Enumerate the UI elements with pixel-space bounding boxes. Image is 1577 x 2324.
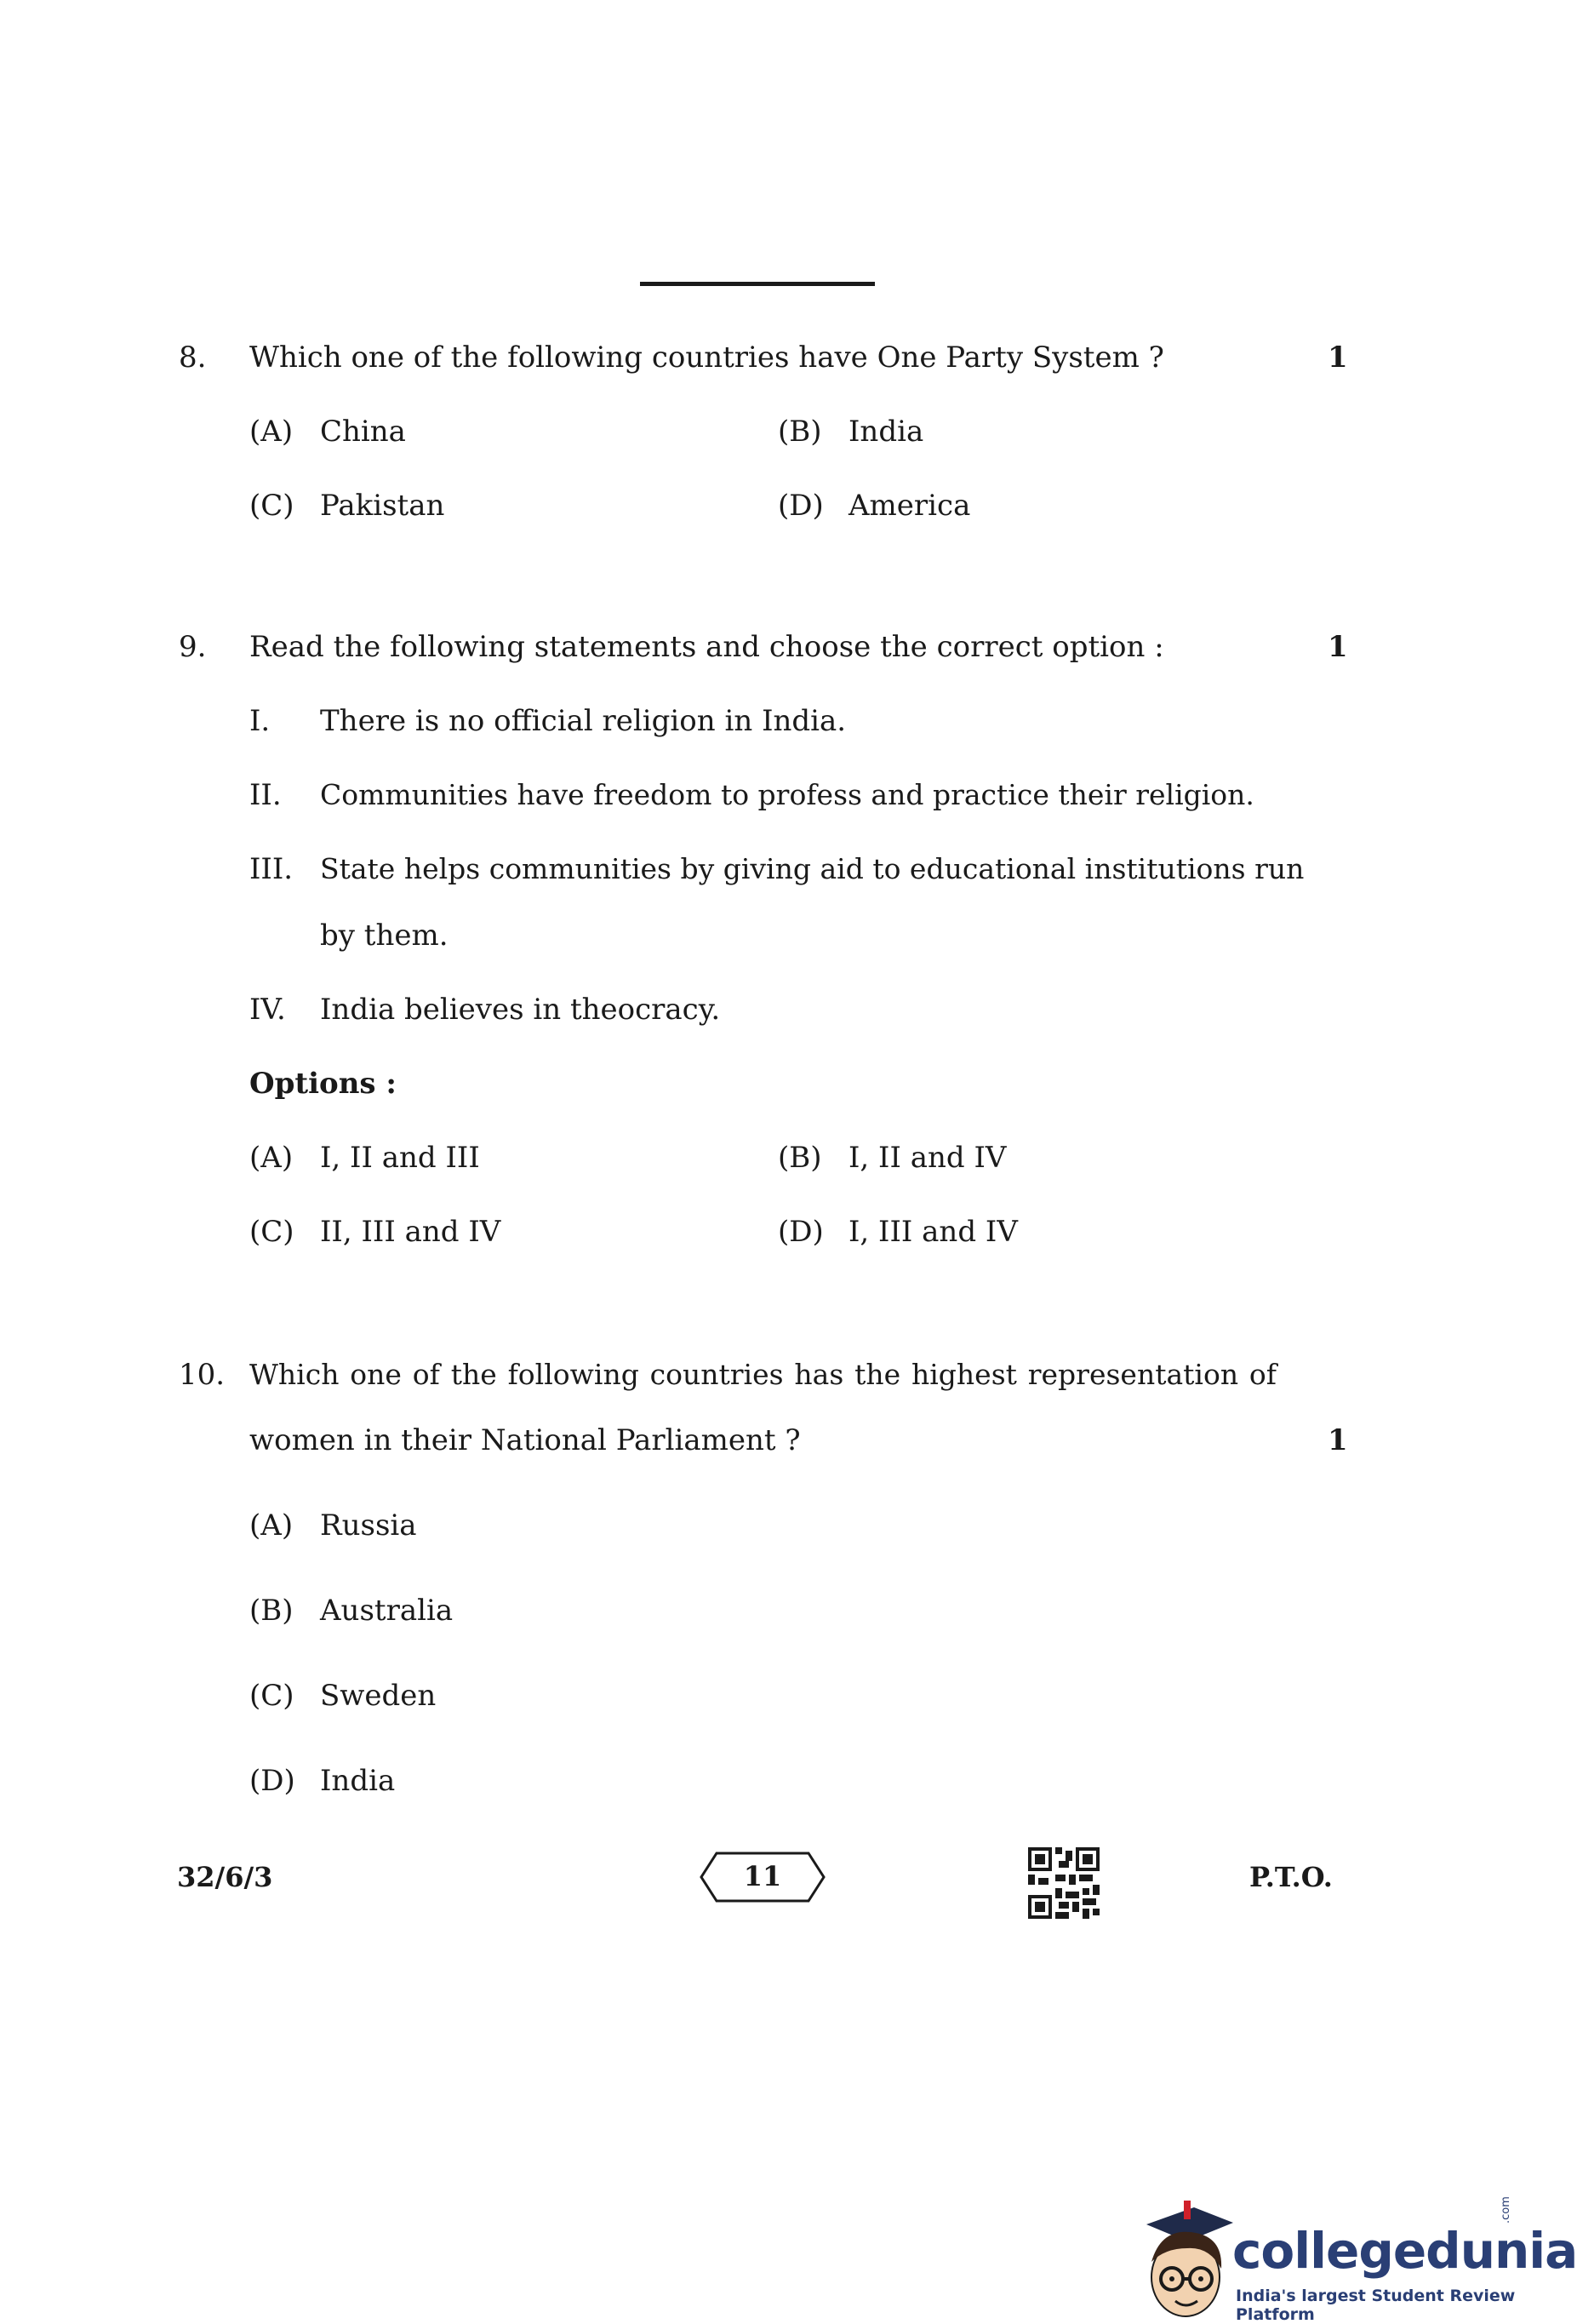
option-text: Australia	[320, 1594, 454, 1628]
option-label: (B)	[778, 415, 822, 449]
question-marks: 1	[1328, 1423, 1348, 1457]
question-number: 10.	[179, 1358, 226, 1392]
brand-domain: .com	[1500, 2196, 1512, 2224]
option-label: (D)	[778, 489, 824, 523]
statement-text: There is no official religion in India.	[320, 704, 847, 738]
question-text: Which one of the following countries have One Party System ?	[249, 341, 1164, 375]
option-text: America	[848, 489, 971, 523]
question-marks: 1	[1328, 341, 1348, 375]
option-label: (A)	[249, 1508, 294, 1543]
statement-label: III.	[249, 852, 294, 886]
option-text: India	[848, 415, 924, 449]
option-text: II, III and IV	[320, 1215, 501, 1249]
option-text: China	[320, 415, 406, 449]
options-heading: Options :	[249, 1067, 397, 1101]
option-label: (C)	[249, 1215, 294, 1249]
option-label: (C)	[249, 1679, 294, 1713]
option-label: (B)	[778, 1141, 822, 1175]
statement-label: I.	[249, 704, 271, 738]
option-text: Pakistan	[320, 489, 445, 523]
page-number: 11	[743, 1860, 782, 1892]
qr-code-icon	[1028, 1847, 1100, 1919]
statement-text: India believes in theocracy.	[320, 993, 721, 1027]
statement-text-line1: State helps communities by giving aid to educational institutions run	[320, 852, 1305, 885]
option-text: Russia	[320, 1508, 417, 1543]
option-label: (D)	[249, 1764, 295, 1798]
option-text: India	[320, 1764, 396, 1798]
option-label: (C)	[249, 489, 294, 523]
question-number: 9.	[179, 630, 207, 664]
brand-tagline: India's largest Student Review Platform	[1236, 2287, 1516, 2324]
option-label: (B)	[249, 1594, 294, 1628]
statement-text: Communities have freedom to profess and practice their religion.	[320, 778, 1254, 811]
pto-label: P.T.O.	[1249, 1861, 1333, 1893]
question-number: 8.	[179, 341, 207, 375]
option-label: (D)	[778, 1215, 824, 1249]
option-text: I, III and IV	[848, 1215, 1018, 1249]
statement-label: IV.	[249, 993, 286, 1027]
question-marks: 1	[1328, 630, 1348, 664]
top-rule	[640, 282, 875, 286]
option-text: Sweden	[320, 1679, 437, 1713]
option-label: (A)	[249, 415, 294, 449]
statement-label: II.	[249, 778, 282, 812]
paper-code: 32/6/3	[177, 1861, 273, 1893]
option-text: I, II and III	[320, 1141, 480, 1175]
question-text-line1: Which one of the following countries has the highest representation of	[249, 1358, 1277, 1391]
question-text-line2: women in their National Parliament ?	[249, 1423, 801, 1457]
question-text: Read the following statements and choose the correct option :	[249, 630, 1164, 664]
option-text: I, II and IV	[848, 1141, 1007, 1175]
brand-name: collegedunia	[1232, 2222, 1577, 2280]
statement-text-line2: by them.	[320, 919, 449, 953]
option-label: (A)	[249, 1141, 294, 1175]
